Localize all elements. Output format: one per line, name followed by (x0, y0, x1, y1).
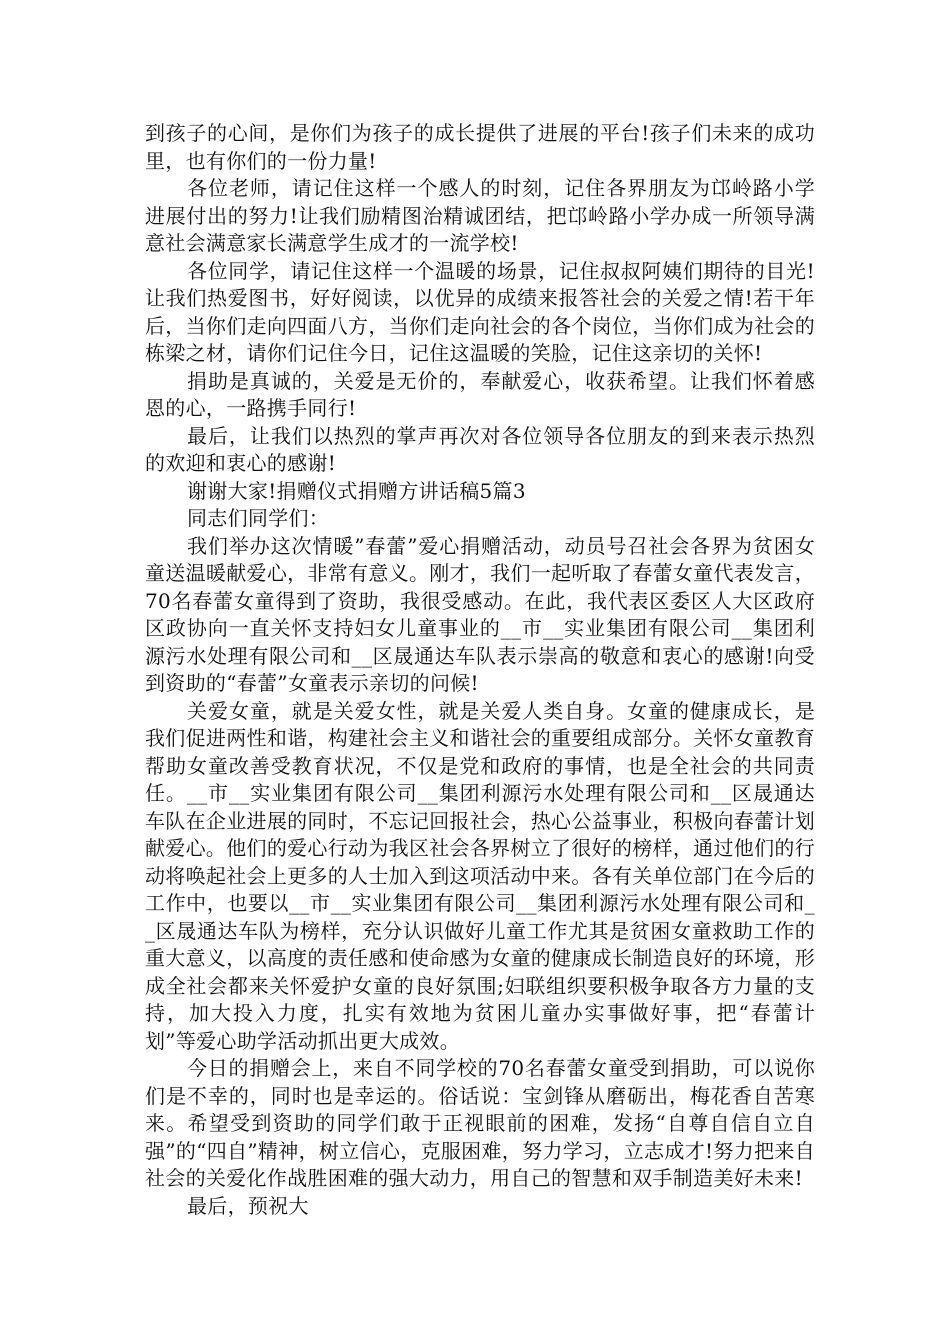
section-title: 谢谢大家!捐赠仪式捐赠方讲话稿5篇3 (187, 478, 526, 503)
paragraph: 最后，预祝大 (187, 1193, 309, 1218)
paragraph: 最后，让我们以热烈的掌声再次对各位领导各位朋友的到来表示热烈的欢迎和衷心的感谢! (145, 423, 815, 475)
paragraph: 各位老师，请记住这样一个感人的时刻，记住各界朋友为邙岭路小学进展付出的努力!让我们励精图治精诚团结，把邙岭路小学办成一所领导满意社会满意家长满意学生成才的一流学校! (145, 176, 815, 255)
paragraph: 到孩子的心间，是你们为孩子的成长提供了进展的平台!孩子们未来的成功里，也有你们的一份力量! (145, 121, 815, 173)
document-body (145, 120, 815, 1220)
paragraph: 各位同学，请记住这样一个温暖的场景，记住叔叔阿姨们期待的目光!让我们热爱图书，好好阅读，以优异的成绩来报答社会的关爱之情!若干年后，当你们走向四面八方，当你们走向社会的各个岗位，当你们成为社会的栋梁之材，请你们记住今日，记住这温暖的笑脸，记住这亲切的关怀! (145, 258, 815, 365)
paragraph: 今日的捐赠会上，来自不同学校的70名春蕾女童受到捐助，可以说你们是不幸的，同时也是幸运的。俗话说：宝剑锋从磨砺出，梅花香自苦寒来。希望受到资助的同学们敢于正视眼前的困难，发扬“自尊自信自立自强”的“四自”精神，树立信心，克服困难，努力学习，立志成才!努力把来自社会的关爱化作战胜困难的强大动力，用自己的智慧和双手制造美好未来! (145, 1056, 815, 1190)
paragraph: 捐助是真诚的，关爱是无价的，奉献爱心，收获希望。让我们怀着感恩的心，一路携手同行! (145, 368, 815, 420)
paragraph: 我们举办这次情暖”春蕾”爱心捐赠活动，动员号召社会各界为贫困女童送温暖献爱心，非常有意义。刚才，我们一起听取了春蕾女童代表发言，70名春蕾女童得到了资助，我很受感动。在此，我代表区委区人大区政府区政协向一直关怀支持妇女儿童事业的__市__实业集团有限公司__集团利源污水处理有限公司和__区晟通达车队表示崇高的敬意和衷心的感谢!向受到资助的“春蕾”女童表示亲切的问候! (145, 533, 815, 695)
paragraph: 关爱女童，就是关爱女性，就是关爱人类自身。女童的健康成长，是我们促进两性和谐，构建社会主义和谐社会的重要组成部分。关怀女童教育帮助女童改善受教育状况，不仅是党和政府的事情，也是全社会的共同责任。__市__实业集团有限公司__集团利源污水处理有限公司和__区晟通达车队在企业进展的同时，不忘记回报社会，热心公益事业，积极向春蕾计划献爱心。他们的爱心行动为我区社会各界树立了很好的榜样，通过他们的行动将唤起社会上更多的人士加入到这项活动中来。各有关单位部门在今后的工作中，也要以__市__实业集团有限公司__集团利源污水处理有限公司和__区晟通达车队为榜样，充分认识做好儿童工作尤其是贫困女童救助工作的重大意义，以高度的责任感和使命感为女童的健康成长制造良好的环境，形成全社会都来关怀爱护女童的良好氛围;妇联组织要积极争取各方力量的支持，加大投入力度，扎实有效地为贫困儿童办实事做好事，把“春蕾计划”等爱心助学活动抓出更大成效。 (145, 698, 815, 1053)
salutation: 同志们同学们： (187, 506, 330, 530)
